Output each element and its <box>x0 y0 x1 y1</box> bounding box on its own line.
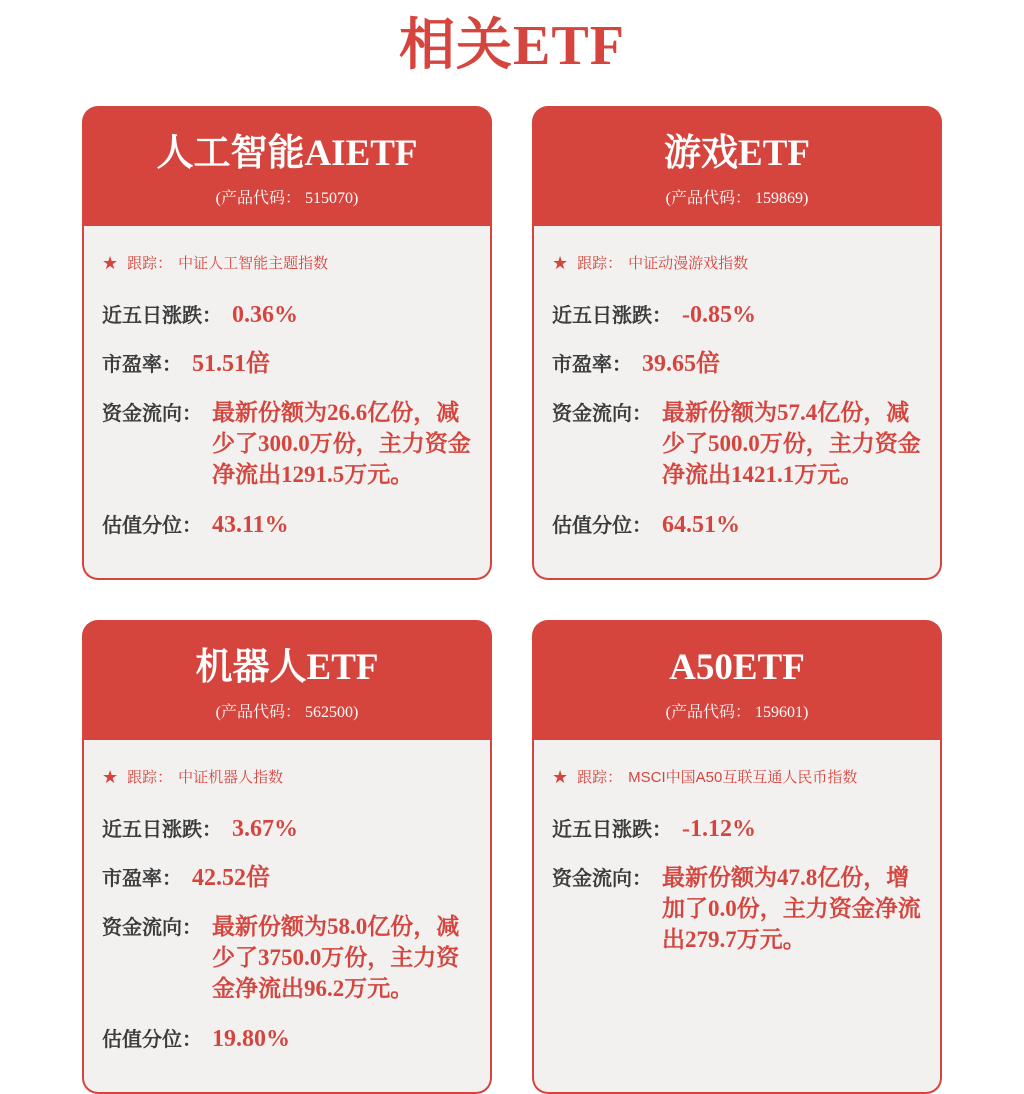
valuation-percentile-row <box>102 1023 472 1053</box>
etf-product-code: (产品代码： 159869) <box>665 190 809 207</box>
track-row <box>552 252 922 273</box>
fund-flow-value: 最新份额为26.6亿份，减少了300.0万份，主力资金净流出1291.5万元。 <box>212 400 471 487</box>
pe-ratio-value: 42.52倍 <box>192 865 270 891</box>
valuation-percentile-row <box>552 509 922 539</box>
card-body <box>532 226 942 580</box>
valuation-percentile-label: 估值分位： <box>102 1029 202 1051</box>
five-day-change-label: 近五日涨跌： <box>552 819 672 841</box>
valuation-percentile-value: 64.51% <box>662 512 740 538</box>
card-body <box>82 226 492 580</box>
star-icon: ★ <box>552 252 569 273</box>
five-day-change-row <box>552 813 922 843</box>
valuation-percentile-value: 43.11% <box>212 512 289 538</box>
valuation-percentile-row <box>102 509 472 539</box>
fund-flow-label: 资金流向： <box>552 868 652 890</box>
five-day-change-value: -1.12% <box>682 816 756 842</box>
etf-product-code: (产品代码： 159601) <box>665 704 809 721</box>
star-icon: ★ <box>102 252 119 273</box>
five-day-change-label: 近五日涨跌： <box>552 305 672 327</box>
fund-flow-row <box>102 397 472 490</box>
card-header <box>532 106 942 226</box>
card-header <box>82 106 492 226</box>
etf-title: 机器人ETF <box>195 647 379 688</box>
pe-ratio-row <box>102 348 472 378</box>
etf-card-ai <box>82 106 492 580</box>
track-index-name: 中证动漫游戏指数 <box>628 255 749 272</box>
track-label: 跟踪： <box>577 769 623 786</box>
five-day-change-row <box>102 813 472 843</box>
five-day-change-value: 0.36% <box>232 302 298 328</box>
pe-ratio-label: 市盈率： <box>102 868 182 890</box>
pe-ratio-row <box>102 862 472 892</box>
card-header <box>532 620 942 740</box>
etf-card-robot <box>82 620 492 1094</box>
track-row <box>552 766 922 787</box>
star-icon: ★ <box>552 766 569 787</box>
etf-title: A50ETF <box>669 647 805 688</box>
etf-title: 人工智能AIETF <box>156 133 418 174</box>
fund-flow-row <box>102 911 472 1004</box>
five-day-change-label: 近五日涨跌： <box>102 305 222 327</box>
pe-ratio-value: 39.65倍 <box>642 351 720 377</box>
etf-card-a50 <box>532 620 942 1094</box>
valuation-percentile-label: 估值分位： <box>102 515 202 537</box>
valuation-percentile-label: 估值分位： <box>552 515 652 537</box>
star-icon: ★ <box>102 766 119 787</box>
pe-ratio-label: 市盈率： <box>102 354 182 376</box>
five-day-change-label: 近五日涨跌： <box>102 819 222 841</box>
track-label: 跟踪： <box>127 255 173 272</box>
pe-ratio-label: 市盈率： <box>552 354 632 376</box>
track-row <box>102 766 472 787</box>
fund-flow-value: 最新份额为57.4亿份，减少了500.0万份，主力资金净流出1421.1万元。 <box>662 400 921 487</box>
five-day-change-value: 3.67% <box>232 816 298 842</box>
pe-ratio-value: 51.51倍 <box>192 351 270 377</box>
etf-card-game <box>532 106 942 580</box>
track-index-name: 中证人工智能主题指数 <box>178 255 329 272</box>
five-day-change-row <box>552 299 922 329</box>
track-row <box>102 252 472 273</box>
track-index-name: MSCI中国A50互联互通人民币指数 <box>628 769 858 786</box>
fund-flow-label: 资金流向： <box>102 917 202 939</box>
fund-flow-label: 资金流向： <box>102 403 202 425</box>
etf-product-code: (产品代码： 515070) <box>215 190 359 207</box>
valuation-percentile-value: 19.80% <box>212 1026 290 1052</box>
page-title: 相关ETF <box>399 15 625 77</box>
track-label: 跟踪： <box>127 769 173 786</box>
card-body <box>82 740 492 1094</box>
card-body <box>532 740 942 1094</box>
fund-flow-row <box>552 397 922 490</box>
fund-flow-value: 最新份额为47.8亿份，增加了0.0份，主力资金净流出279.7万元。 <box>662 865 921 952</box>
fund-flow-label: 资金流向： <box>552 403 652 425</box>
five-day-change-value: -0.85% <box>682 302 756 328</box>
track-label: 跟踪： <box>577 255 623 272</box>
fund-flow-row <box>552 862 922 955</box>
pe-ratio-row <box>552 348 922 378</box>
etf-card-grid <box>0 106 1024 1094</box>
etf-product-code: (产品代码： 562500) <box>215 704 359 721</box>
fund-flow-value: 最新份额为58.0亿份，减少了3750.0万份，主力资金净流出96.2万元。 <box>212 914 460 1001</box>
card-header <box>82 620 492 740</box>
etf-title: 游戏ETF <box>664 133 810 174</box>
track-index-name: 中证机器人指数 <box>178 769 284 786</box>
five-day-change-row <box>102 299 472 329</box>
